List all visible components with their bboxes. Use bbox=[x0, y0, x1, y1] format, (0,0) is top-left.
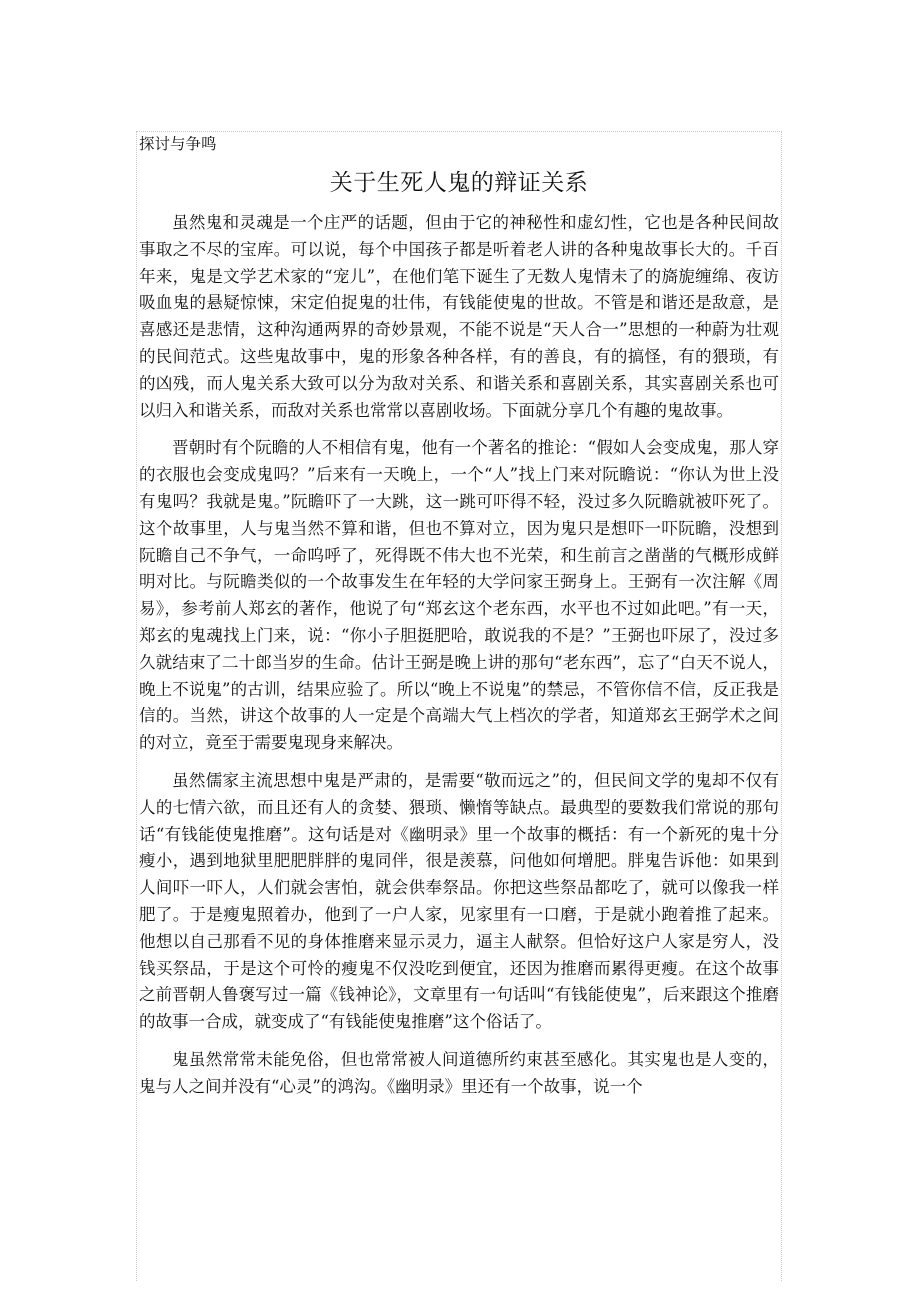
document-title: 关于生死人鬼的辩证关系 bbox=[329, 170, 589, 196]
paragraph: 虽然鬼和灵魂是一个庄严的话题，但由于它的神秘性和虚幻性，它也是各种民间故事取之不尽的宝库。可以说，每个中国孩子都是听着老人讲的各种鬼故事长大的。千百年来，鬼是文学艺术家的“宠儿”，在他们笔下诞生了无数人鬼情未了的旖旎缠绵、夜访吸血鬼的悬疑惊悚，宋定伯捉鬼的壮伟，有钱能使鬼的世故。不管是和谐还是敌意，是喜感还是悲情，这种沟通两界的奇妙景观，不能不说是“天人合一”思想的一种蔚为壮观的民间范式。这些鬼故事中，鬼的形象各种各样，有的善良，有的搞怪，有的猥琐，有的凶残，而人鬼关系大致可以分为敌对关系、和谐关系和喜剧关系，其实喜剧关系也可以归入和谐关系，而敌对关系也常常以喜剧收场。下面就分享几个有趣的鬼故事。 bbox=[139, 213, 779, 420]
paragraph: 虽然儒家主流思想中鬼是严肃的，是需要“敬而远之”的，但民间文学的鬼却不仅有人的七情六欲，而且还有人的贪婪、猥琐、懒惰等缺点。最典型的要数我们常说的那句话“有钱能使鬼推磨”。这句话是对《幽明录》里一个故事的概括：有一个新死的鬼十分瘦小，遇到地狱里肥肥胖胖的鬼同伴，很是羡慕，问他如何增肥。胖鬼告诉他：如果到人间吓一吓人，人们就会害怕，就会供奉祭品。你把这些祭品都吃了，就可以像我一样肥了。于是瘦鬼照着办，他到了一户人家，见家里有一口磨，于是就小跑着推了起来。他想以自己那看不见的身体推磨来显示灵力，逼主人献祭。但恰好这户人家是穷人，没钱买祭品，于是这个可怜的瘦鬼不仅没吃到便宜，还因为推磨而累得更瘦。在这个故事之前晋朝人鲁褒写过一篇《钱神论》，文章里有一句话叫“有钱能使鬼”，后来跟这个推磨的故事一合成，就变成了“有钱能使鬼推磨”这个俗话了。 bbox=[139, 770, 779, 1032]
paragraph: 鬼虽然常常未能免俗，但也常常被人间道德所约束甚至感化。其实鬼也是人变的，鬼与人之间并没有“心灵”的鸿沟。《幽明录》里还有一个故事，说一个 bbox=[139, 1049, 779, 1096]
document-body bbox=[139, 134, 779, 1174]
section-label: 探讨与争鸣 bbox=[139, 135, 217, 153]
paragraph: 晋朝时有个阮瞻的人不相信有鬼，他有一个著名的推论：“假如人会变成鬼，那人穿的衣服也会变成鬼吗？”后来有一天晚上，一个“人”找上门来对阮瞻说：“你认为世上没有鬼吗？我就是鬼。”阮瞻吓了一大跳，这一跳可吓得不轻，没过多久阮瞻就被吓死了。这个故事里，人与鬼当然不算和谐，但也不算对立，因为鬼只是想吓一吓阮瞻，没想到阮瞻自己不争气，一命呜呼了，死得既不伟大也不光荣，和生前言之凿凿的气概形成鲜明对比。与阮瞻类似的一个故事发生在年轻的大学问家王弼身上。王弼有一次注解《周易》，参考前人郑玄的著作，他说了句“郑玄这个老东西，水平也不过如此吧。”有一天，郑玄的鬼魂找上门来，说：“你小子胆挺肥哈，敢说我的不是？”王弼也吓尿了，没过多久就结束了二十郎当岁的生命。估计王弼是晚上讲的那句“老东西”，忘了“白天不说人，晚上不说鬼”的古训，结果应验了。所以“晚上不说鬼”的禁忌，不管你信不信，反正我是信的。当然，讲这个故事的人一定是个高端大气上档次的学者，知道郑玄王弼学术之间的对立，竟至于需要鬼现身来解决。 bbox=[139, 438, 779, 753]
